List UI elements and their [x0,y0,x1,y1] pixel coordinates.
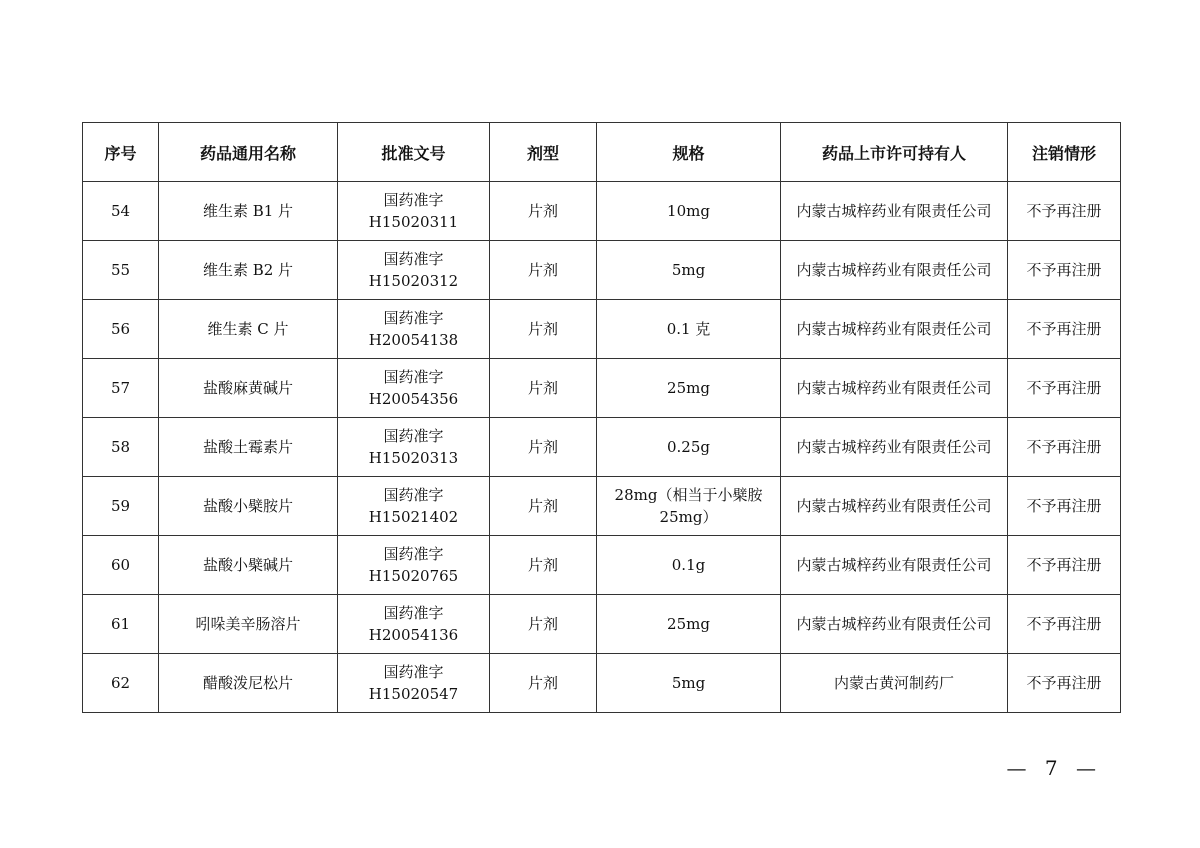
cell-approval-number-line-1: 国药准字 [383,663,444,681]
cell-approval-number [338,654,490,713]
cell-specification-line-1: 28mg（相当于小檗胺 [614,486,763,504]
cell-serial-number: 58 [83,418,159,477]
cell-approval-number-line-1: 国药准字 [383,545,444,563]
cell-approval-number [338,241,490,300]
table-row [83,182,1121,241]
table-row [83,359,1121,418]
cell-dosage-form: 片剂 [490,654,597,713]
cell-cancellation-status: 不予再注册 [1008,241,1121,300]
cell-serial-number: 54 [83,182,159,241]
table-row [83,477,1121,536]
header-specification: 规格 [597,123,781,182]
cell-specification [597,418,781,477]
header-license-holder: 药品上市许可持有人 [781,123,1008,182]
cell-specification [597,536,781,595]
header-dosage-form: 剂型 [490,123,597,182]
cell-serial-number: 60 [83,536,159,595]
cell-specification [597,359,781,418]
header-approval-number: 批准文号 [338,123,490,182]
cell-approval-number-line-1: 国药准字 [383,191,444,209]
cell-generic-name: 盐酸麻黄碱片 [159,359,338,418]
cell-approval-number [338,300,490,359]
cell-dosage-form: 片剂 [490,595,597,654]
cell-specification-line-1: 10mg [667,202,710,220]
cell-specification [597,300,781,359]
cell-approval-number [338,595,490,654]
cell-generic-name: 维生素 C 片 [159,300,338,359]
cell-license-holder: 内蒙古城梓药业有限责任公司 [781,418,1008,477]
cell-approval-number-line-2: H20054356 [368,390,459,408]
cell-approval-number-line-2: H15020312 [368,272,459,290]
cell-approval-number [338,359,490,418]
cell-license-holder: 内蒙古城梓药业有限责任公司 [781,300,1008,359]
cell-generic-name: 吲哚美辛肠溶片 [159,595,338,654]
cell-license-holder: 内蒙古城梓药业有限责任公司 [781,241,1008,300]
cell-approval-number-line-2: H15020311 [368,213,459,231]
cell-serial-number: 55 [83,241,159,300]
cell-serial-number: 57 [83,359,159,418]
cell-approval-number-line-2: H15020313 [368,449,459,467]
cell-specification-line-1: 25mg [667,379,710,397]
cell-license-holder: 内蒙古城梓药业有限责任公司 [781,359,1008,418]
cell-specification [597,595,781,654]
cell-specification [597,654,781,713]
cell-approval-number-line-1: 国药准字 [383,427,444,445]
cell-cancellation-status: 不予再注册 [1008,595,1121,654]
cell-approval-number [338,418,490,477]
cell-generic-name: 盐酸小檗碱片 [159,536,338,595]
cell-dosage-form: 片剂 [490,536,597,595]
cell-approval-number-line-2: H20054136 [368,626,459,644]
cell-approval-number-line-2: H15020765 [368,567,459,585]
cell-cancellation-status: 不予再注册 [1008,300,1121,359]
cell-approval-number [338,477,490,536]
cell-approval-number-line-1: 国药准字 [383,250,444,268]
cell-specification-line-1: 25mg [667,615,710,633]
cell-specification-line-2: 25mg） [659,508,718,526]
table-row [83,654,1121,713]
cell-dosage-form: 片剂 [490,182,597,241]
cell-serial-number: 56 [83,300,159,359]
cell-generic-name: 维生素 B2 片 [159,241,338,300]
cell-specification-line-1: 0.1 克 [666,320,711,338]
cell-specification-line-1: 5mg [671,674,706,692]
table-row [83,418,1121,477]
cell-dosage-form: 片剂 [490,418,597,477]
table-row [83,300,1121,359]
cell-dosage-form: 片剂 [490,241,597,300]
cell-serial-number: 62 [83,654,159,713]
cell-cancellation-status: 不予再注册 [1008,418,1121,477]
cell-cancellation-status: 不予再注册 [1008,359,1121,418]
cell-license-holder: 内蒙古黄河制药厂 [781,654,1008,713]
cell-serial-number: 59 [83,477,159,536]
cell-cancellation-status: 不予再注册 [1008,654,1121,713]
cell-generic-name: 盐酸小檗胺片 [159,477,338,536]
header-serial-number: 序号 [83,123,159,182]
cell-generic-name: 维生素 B1 片 [159,182,338,241]
cell-approval-number-line-1: 国药准字 [383,368,444,386]
cell-license-holder: 内蒙古城梓药业有限责任公司 [781,536,1008,595]
cell-approval-number-line-1: 国药准字 [383,309,444,327]
cell-dosage-form: 片剂 [490,300,597,359]
header-cancellation-status: 注销情形 [1008,123,1121,182]
drug-cancellation-table [82,122,1121,713]
cell-specification [597,241,781,300]
cell-license-holder: 内蒙古城梓药业有限责任公司 [781,595,1008,654]
page-number: — 7 — [1006,756,1102,780]
cell-approval-number-line-2: H15021402 [368,508,459,526]
table-row [83,241,1121,300]
cell-generic-name: 盐酸土霉素片 [159,418,338,477]
cell-dosage-form: 片剂 [490,477,597,536]
cell-approval-number-line-2: H15020547 [368,685,459,703]
cell-specification-line-1: 0.25g [666,438,710,456]
cell-cancellation-status: 不予再注册 [1008,182,1121,241]
cell-specification-line-1: 0.1g [671,556,706,574]
table-header-row [83,123,1121,182]
cell-approval-number-line-1: 国药准字 [383,486,444,504]
cell-serial-number: 61 [83,595,159,654]
cell-license-holder: 内蒙古城梓药业有限责任公司 [781,477,1008,536]
cell-specification-line-1: 5mg [671,261,706,279]
cell-specification [597,477,781,536]
cell-approval-number-line-1: 国药准字 [383,604,444,622]
cell-dosage-form: 片剂 [490,359,597,418]
cell-specification [597,182,781,241]
cell-approval-number [338,536,490,595]
table-row [83,536,1121,595]
cell-cancellation-status: 不予再注册 [1008,477,1121,536]
header-generic-name: 药品通用名称 [159,123,338,182]
table-row [83,595,1121,654]
cell-license-holder: 内蒙古城梓药业有限责任公司 [781,182,1008,241]
cell-approval-number-line-2: H20054138 [368,331,459,349]
cell-approval-number [338,182,490,241]
cell-generic-name: 醋酸泼尼松片 [159,654,338,713]
cell-cancellation-status: 不予再注册 [1008,536,1121,595]
